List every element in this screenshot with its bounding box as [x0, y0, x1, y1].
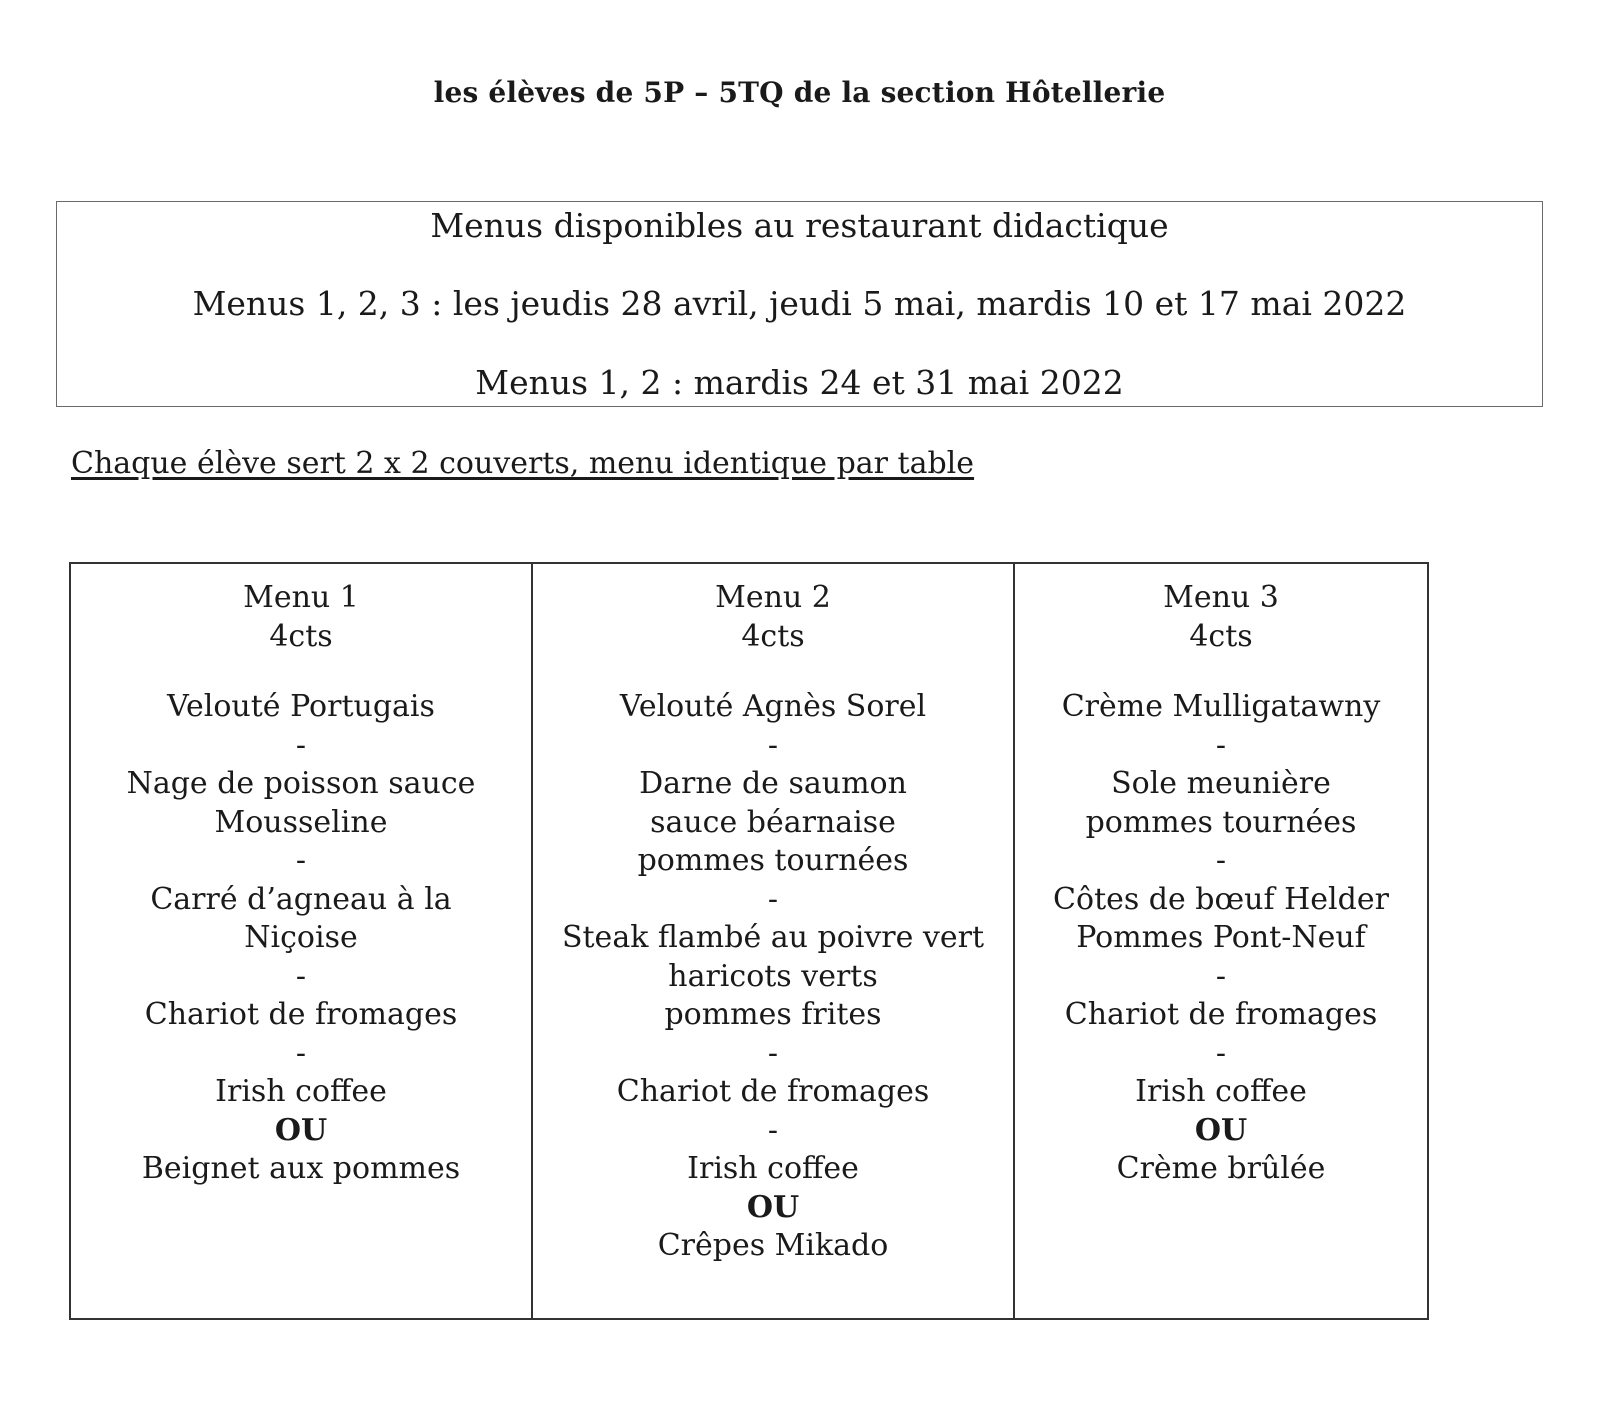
- menu-separator: -: [1215, 727, 1227, 763]
- menu-courses-count: 4cts: [741, 618, 805, 654]
- menu-title: Menu 3: [1163, 580, 1279, 615]
- menu-separator: -: [295, 727, 307, 763]
- menu-column-3: [1015, 564, 1427, 1318]
- menu-separator: -: [295, 958, 307, 994]
- menu-line: Crème Mulligatawny: [1061, 689, 1381, 724]
- menu-line: Carré d’agneau à la: [150, 881, 452, 917]
- menu-separator: -: [767, 1035, 779, 1071]
- menu-title: Menu 1: [243, 580, 359, 615]
- menu-courses-count: 4cts: [269, 618, 333, 654]
- service-note: Chaque élève sert 2 x 2 couverts, menu identique par table: [71, 446, 975, 481]
- menu-courses-count: 4cts: [1189, 618, 1253, 654]
- menu-line: Chariot de fromages: [1064, 997, 1378, 1032]
- menu-column-1: [71, 564, 533, 1318]
- menu-separator: -: [295, 843, 307, 878]
- menu-line: pommes frites: [664, 997, 882, 1032]
- menu-separator: -: [295, 1035, 307, 1071]
- menu-line: pommes tournées: [1085, 804, 1357, 840]
- menu-line: Pommes Pont-Neuf: [1076, 920, 1366, 955]
- menu-table: [69, 562, 1429, 1320]
- menu-separator: -: [767, 881, 779, 917]
- menu-separator: -: [1215, 843, 1227, 878]
- menu-line: Crème brûlée: [1116, 1151, 1326, 1186]
- menu-line: Irish coffee: [1135, 1074, 1307, 1109]
- menu-line: pommes tournées: [637, 843, 909, 878]
- menu-separator: -: [1215, 958, 1227, 994]
- menu-line: Velouté Agnès Sorel: [619, 689, 927, 724]
- menu-or-label: OU: [274, 1112, 328, 1148]
- menus-availability-box: [56, 201, 1543, 407]
- menu-separator: -: [1215, 1035, 1227, 1071]
- menu-line: Chariot de fromages: [144, 997, 458, 1032]
- menu-title: Menu 2: [715, 580, 831, 615]
- availability-title: Menus disponibles au restaurant didactique: [430, 206, 1169, 245]
- menu-line: Sole meunière: [1111, 766, 1331, 801]
- menu-line: Nage de poisson sauce: [126, 766, 476, 801]
- availability-menus-1-2: Menus 1, 2 : mardis 24 et 31 mai 2022: [475, 363, 1124, 402]
- menu-line: Velouté Portugais: [167, 689, 435, 724]
- menu-separator: -: [767, 727, 779, 763]
- menu-line: Niçoise: [244, 920, 358, 955]
- menu-line: Steak flambé au poivre vert: [561, 920, 985, 955]
- menu-line: Côtes de bœuf Helder: [1053, 881, 1389, 917]
- menu-line: Chariot de fromages: [616, 1074, 930, 1109]
- menu-line: Mousseline: [214, 804, 388, 840]
- availability-menus-1-2-3: Menus 1, 2, 3 : les jeudis 28 avril, jeudi 5 mai, mardis 10 et 17 mai 2022: [192, 284, 1407, 323]
- page-heading: les élèves de 5P – 5TQ de la section Hôtellerie: [433, 76, 1166, 109]
- menu-line: Beignet aux pommes: [141, 1151, 461, 1186]
- menu-line: Darne de saumon: [639, 766, 907, 801]
- menu-line: Crêpes Mikado: [657, 1228, 889, 1263]
- menu-line: haricots verts: [668, 958, 878, 994]
- menu-line: Irish coffee: [687, 1151, 859, 1186]
- menu-or-label: OU: [1194, 1112, 1248, 1148]
- menu-column-2: [533, 564, 1015, 1318]
- menu-line: Irish coffee: [215, 1074, 387, 1109]
- menu-separator: -: [767, 1112, 779, 1148]
- menu-line: sauce béarnaise: [650, 804, 896, 840]
- menu-or-label: OU: [746, 1189, 800, 1225]
